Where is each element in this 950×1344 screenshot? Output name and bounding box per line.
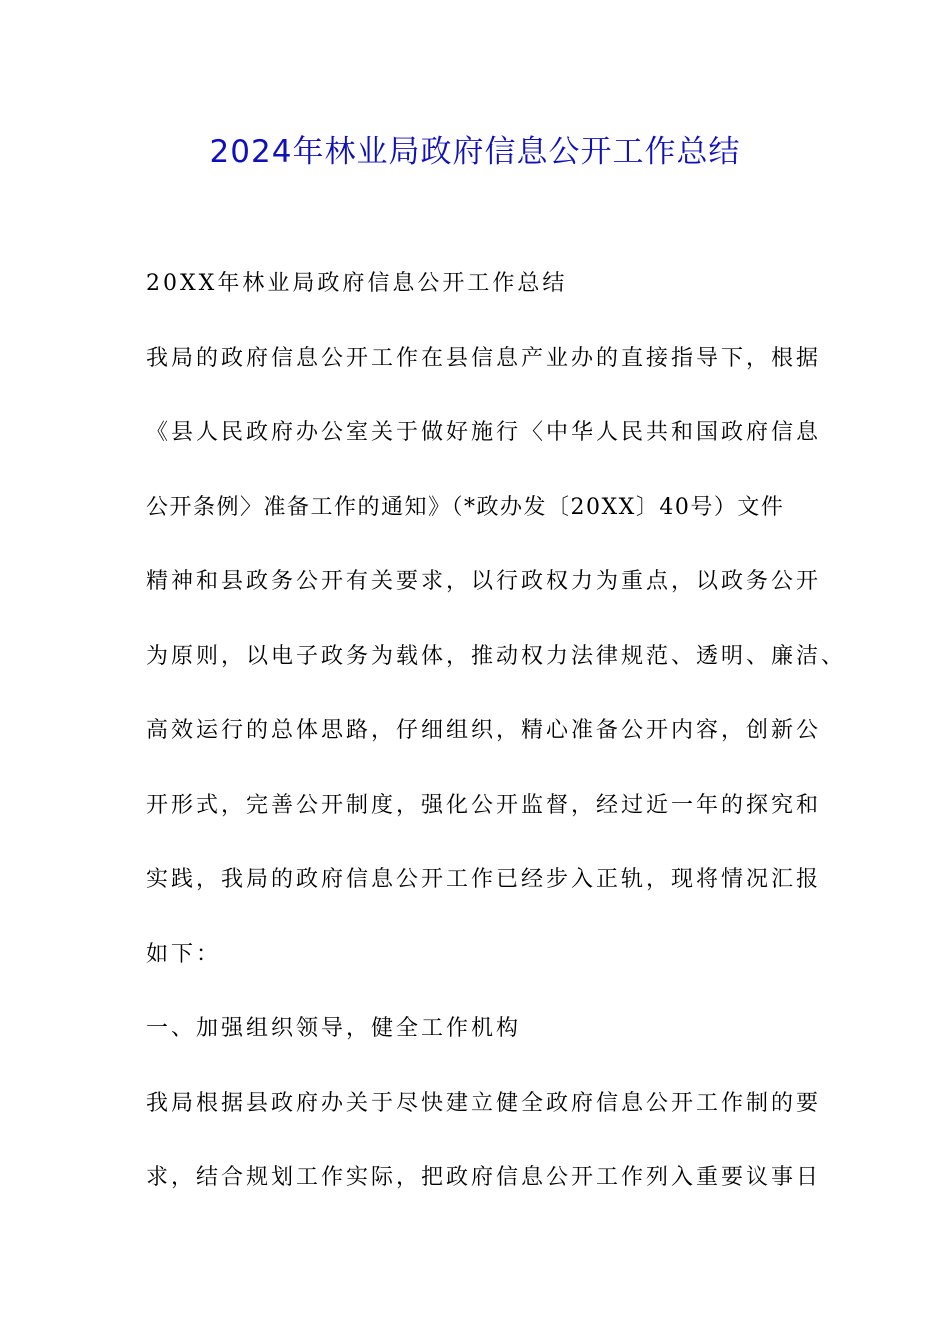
- paragraph-line: 精神和县政务公开有关要求，以行政权力为重点，以政务公开: [146, 569, 822, 594]
- document-title: 2024年林业局政府信息公开工作总结: [209, 134, 741, 170]
- paragraph-line: 我局的政府信息公开工作在县信息产业办的直接指导下，根据: [146, 345, 822, 371]
- paragraph-line: 高效运行的总体思路，仔细组织，精心准备公开内容，创新公: [146, 718, 822, 743]
- section-heading: 一、加强组织领导，健全工作机构: [146, 1016, 522, 1041]
- paragraph-line: 我局根据县政府办关于尽快建立健全政府信息公开工作制的要: [146, 1090, 822, 1116]
- paragraph-line: 为原则，以电子政务为载体，推动权力法律规范、透明、廉洁、: [146, 643, 847, 669]
- paragraph-line: 求，结合规划工作实际，把政府信息公开工作列入重要议事日: [146, 1165, 822, 1190]
- document-body: [146, 258, 847, 1227]
- paragraph-line: 20XX年林业局政府信息公开工作总结: [146, 271, 568, 296]
- paragraph-line: 实践，我局的政府信息公开工作已经步入正轨，现将情况汇报: [146, 867, 822, 892]
- paragraph-line: 公开条例〉准备工作的通知》（*政办发〔20XX〕40号）文件: [146, 494, 785, 520]
- paragraph-line: 《县人民政府办公室关于做好施行〈中华人民共和国政府信息: [146, 420, 822, 445]
- paragraph-line: 开形式，完善公开制度，强化公开监督，经过近一年的探究和: [146, 792, 822, 818]
- paragraph-line: 如下：: [146, 941, 222, 967]
